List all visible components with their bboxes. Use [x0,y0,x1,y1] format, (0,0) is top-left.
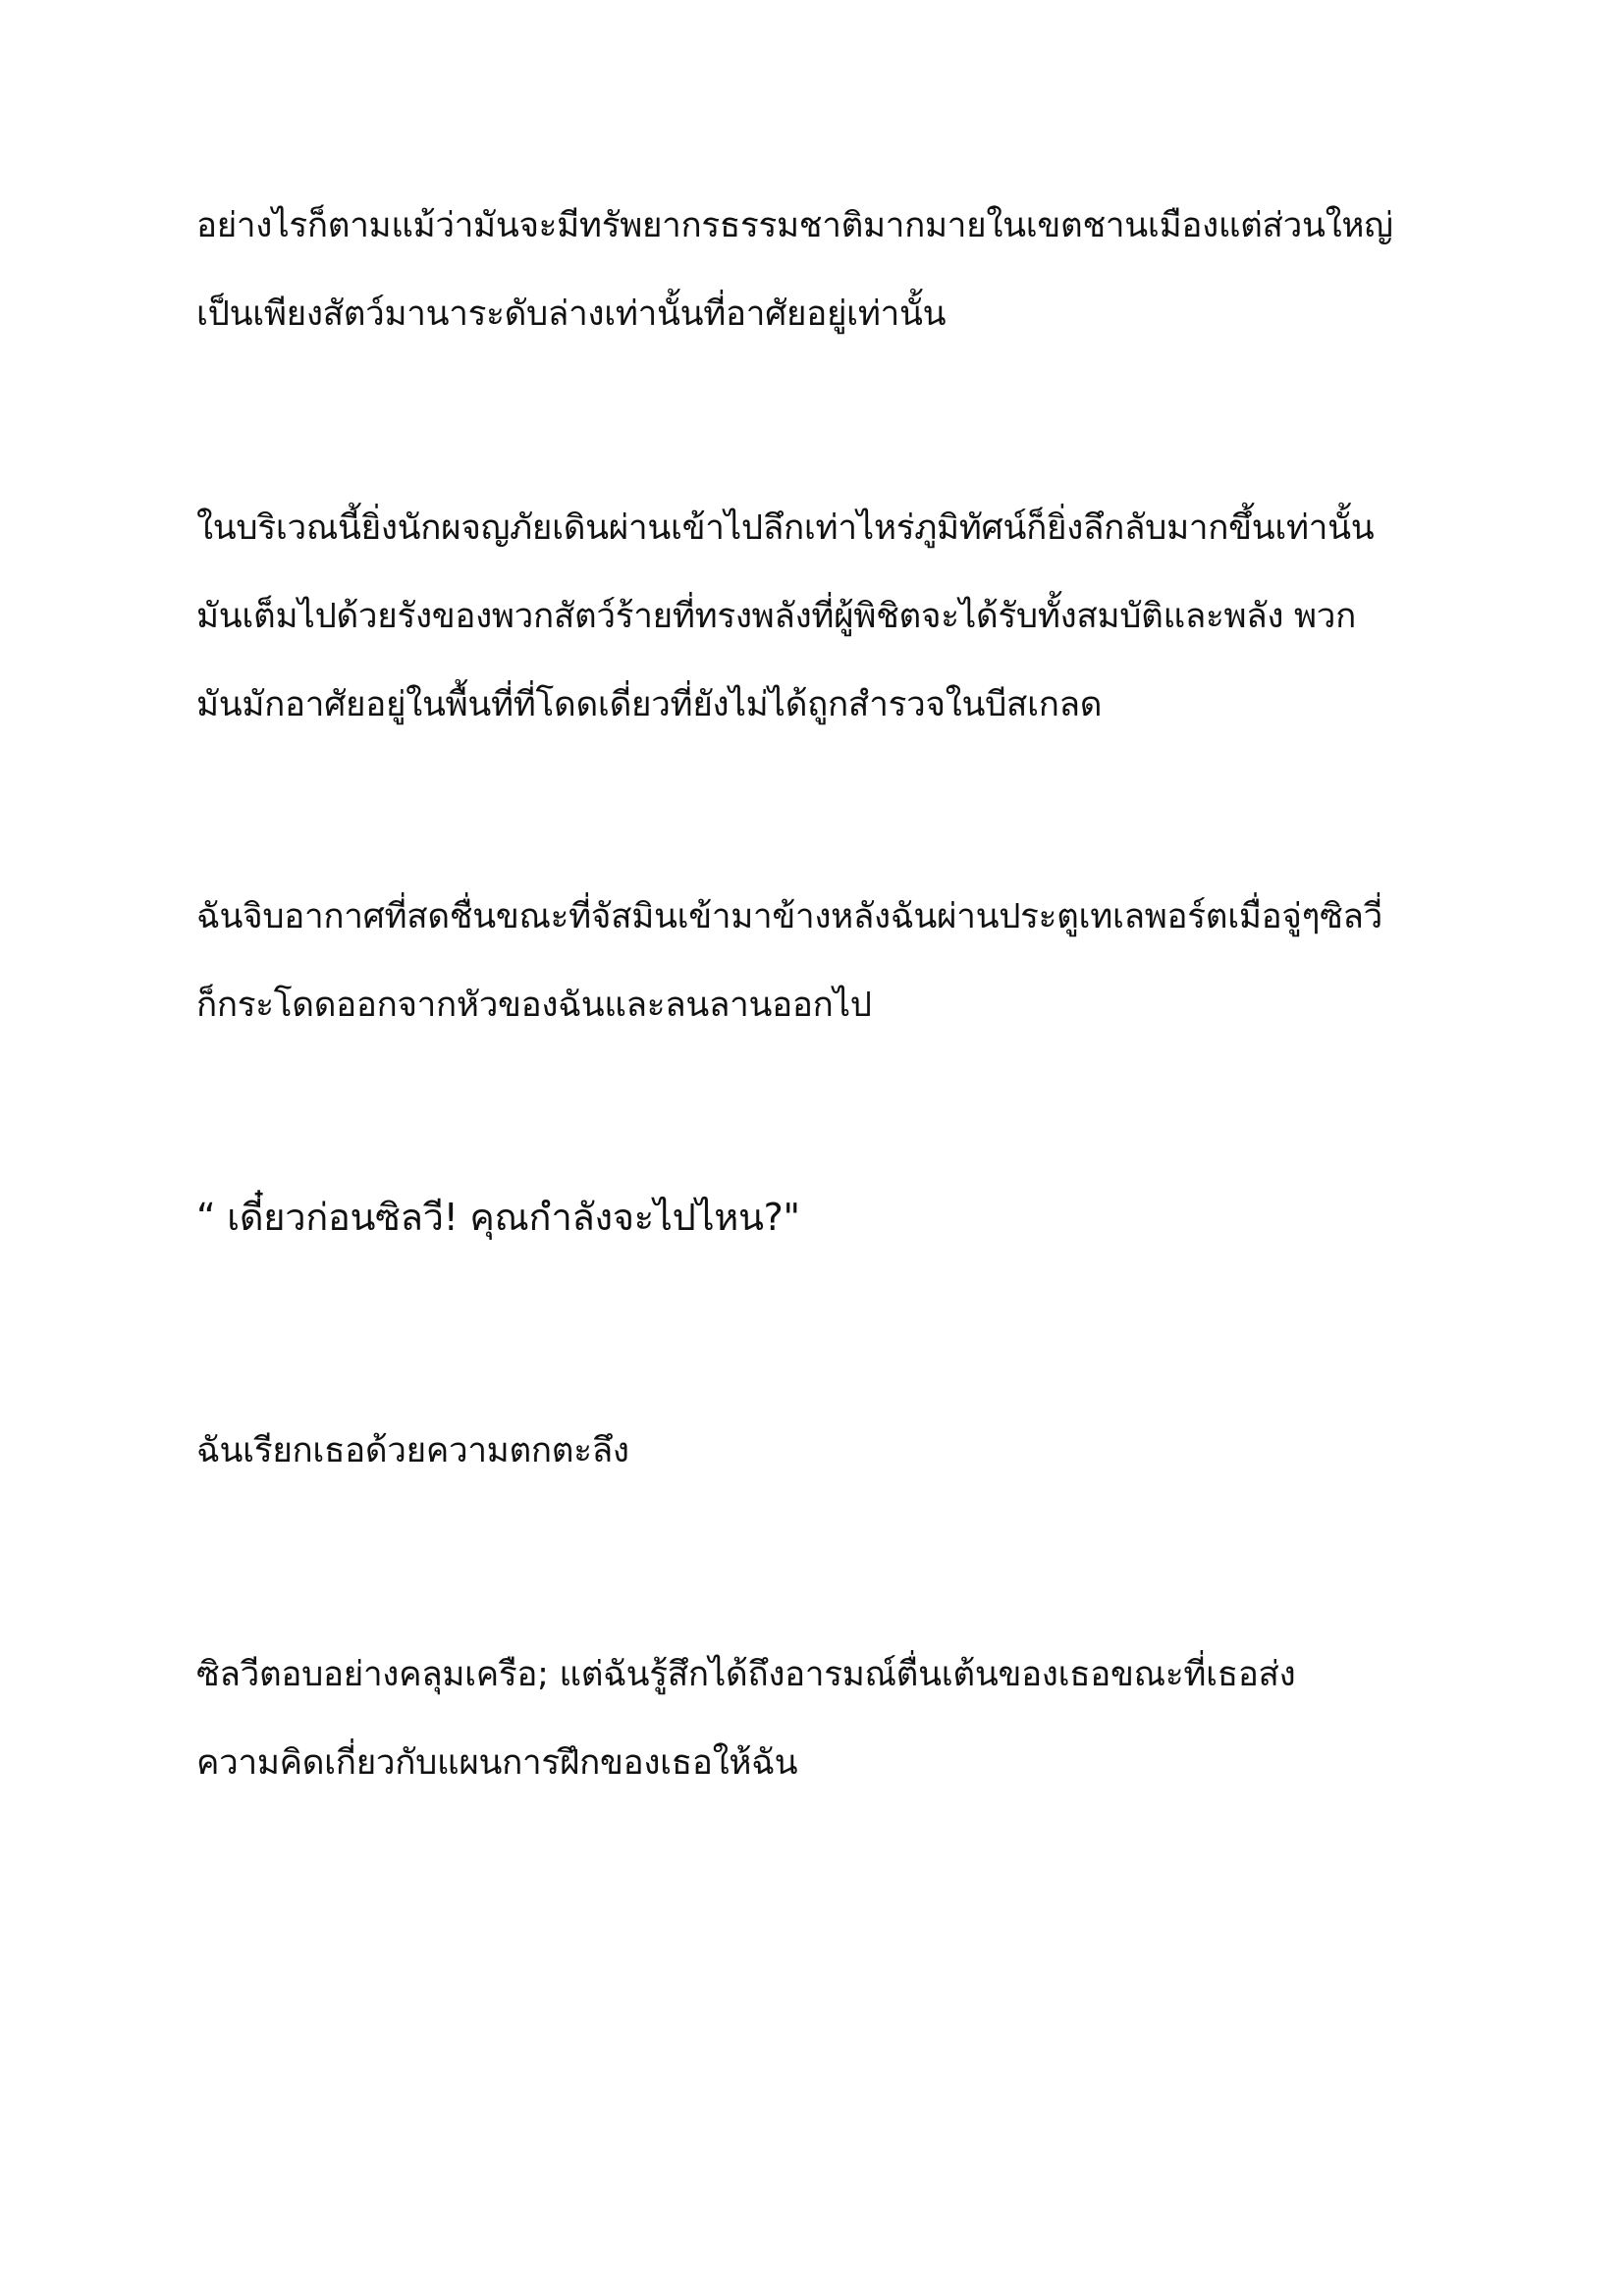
paragraph-2 [196,508,1434,724]
paragraph-1-line-1: อย่างไรก็ตามแม้ว่ามันจะมีทรัพยากรธรรมชาติมากมายในเขตชานเมืองแต่ส่วนใหญ่ [196,206,1393,245]
paragraph-2-line-3: มันมักอาศัยอยู่ในพื้นที่ที่โดดเดี่ยวที่ยังไม่ได้ถูกสำรวจในบีสเกลด [196,685,1103,724]
paragraph-2-line-2: มันเต็มไปด้วยรังของพวกสัตว์ร้ายที่ทรงพลังที่ผู้พิชิตจะได้รับทั้งสมบัติและพลัง พวก [196,597,1357,636]
dialogue-paragraph [196,1198,1434,1237]
paragraph-3-line-1: ฉันจิบอากาศที่สดชื่นขณะที่จัสมินเข้ามาข้างหลังฉันผ่านประตูเทเลพอร์ตเมื่อจู่ๆซิลวี่ [196,897,1383,936]
dialogue-line: “ เดี๋ยวก่อนซิลวี! คุณกำลังจะไปไหน?" [196,1196,800,1239]
paragraph-6-line-2: ความคิดเกี่ยวกับแผนการฝึกของเธอให้ฉัน [196,1743,798,1783]
paragraph-6 [196,1655,1434,1783]
paragraph-1 [196,206,1434,334]
paragraph-2-line-1: ในบริเวณนี้ยิ่งนักผจญภัยเดินผ่านเข้าไปลึกเท่าไหร่ภูมิทัศน์ก็ยิ่งลึกลับมากขึ้นเท่านั้น [196,508,1375,548]
paragraph-1-line-2: เป็นเพียงสัตว์มานาระดับล่างเท่านั้นที่อาศัยอยู่เท่านั้น [196,294,947,334]
paragraph-3 [196,897,1434,1025]
paragraph-6-line-1: ซิลวีตอบอย่างคลุมเครือ; แต่ฉันรู้สึกได้ถึงอารมณ์ตื่นเต้นของเธอขณะที่เธอส่ง [196,1655,1296,1694]
paragraph-5-line-1: ฉันเรียกเธอด้วยความตกตะลึง [196,1431,629,1470]
paragraph-3-line-2: ก็กระโดดออกจากหัวของฉันและลนลานออกไป [196,986,872,1025]
paragraph-5 [196,1431,1434,1470]
